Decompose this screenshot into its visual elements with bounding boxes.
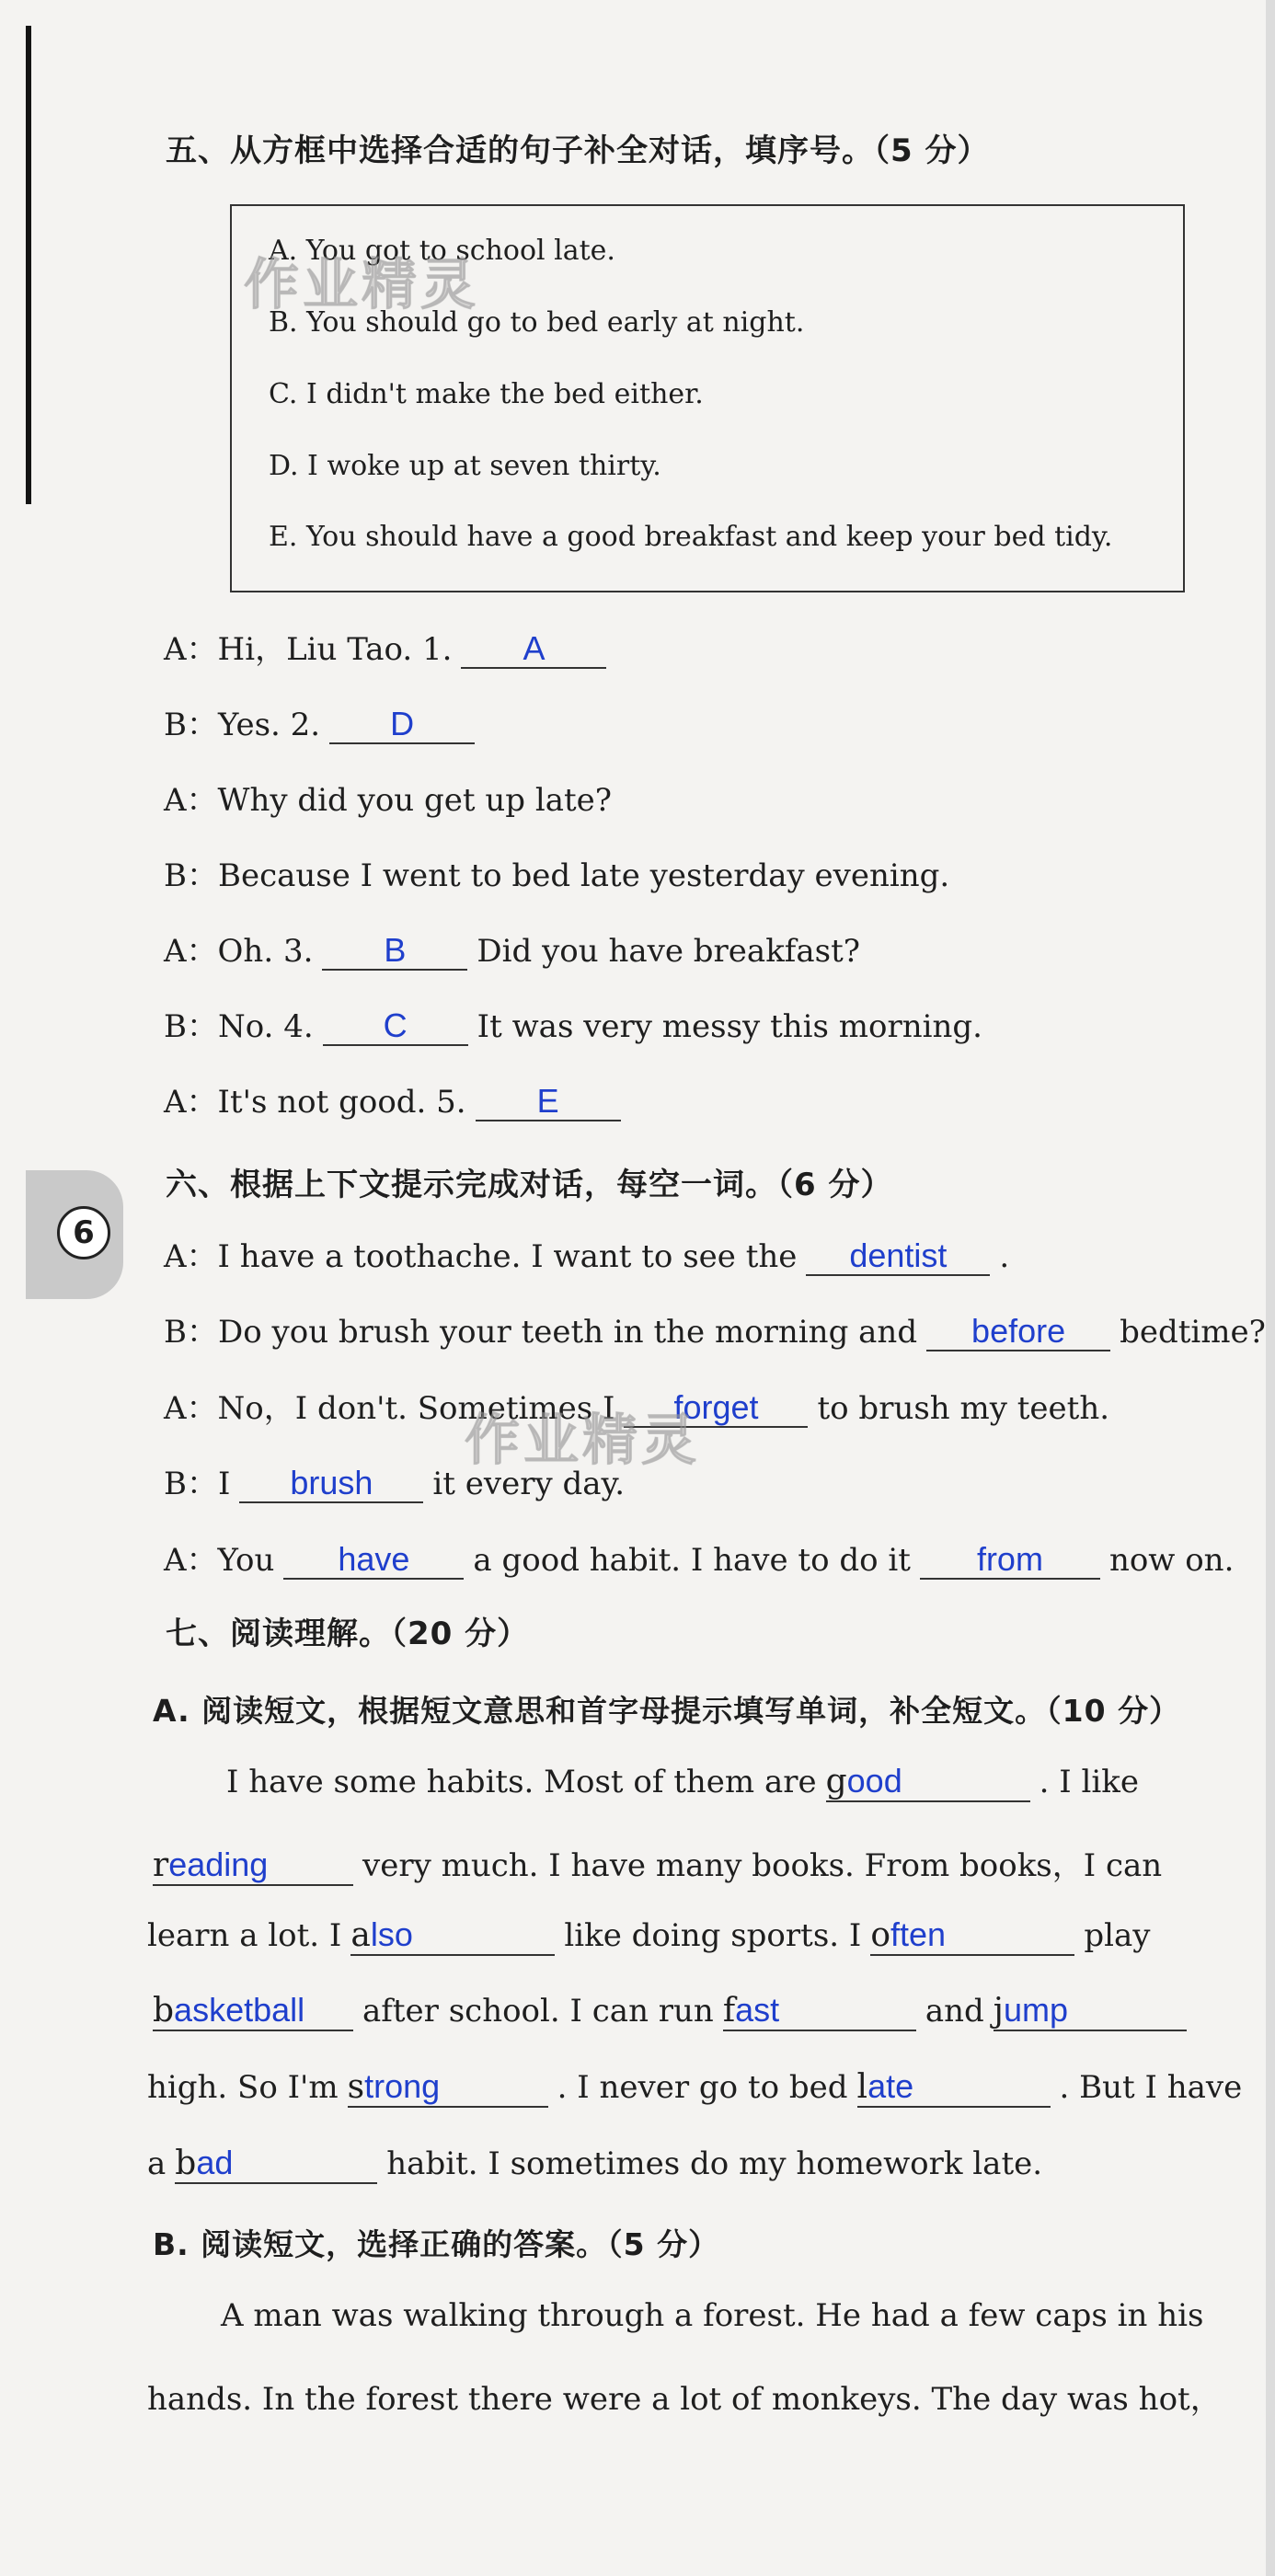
dialog5-line1: A：Hi，Liu Tao. 1. A [164, 624, 615, 669]
option-b: B. You should go to bed early at night. [269, 306, 805, 339]
section6-title: 六、根据上下文提示完成对话，每空一词。（6 分） [166, 1167, 893, 1203]
dialog5-line6: B：No. 4. C It was very messy this morning. [164, 1006, 982, 1045]
answer-blank[interactable]: late [857, 2068, 1051, 2108]
answer-blank[interactable]: fast [723, 1992, 916, 2031]
answer-blank[interactable]: good [826, 1763, 1030, 1802]
section5-title: 五、从方框中选择合适的句子补全对话，填序号。（5 分） [166, 132, 990, 169]
option-a: A. You got to school late. [269, 235, 615, 267]
watermark: 作业精灵 [465, 1409, 700, 1473]
part-b-line2: hands. In the forest there were a lot of monkeys. The day was hot， [147, 2381, 1222, 2418]
dialog5-line7: A：It's not good. 5. E [164, 1076, 630, 1121]
answer-blank[interactable]: basketball [153, 1992, 353, 2031]
answer-blank[interactable]: before [926, 1313, 1110, 1351]
answer-blank[interactable]: also [350, 1916, 555, 1956]
dialog5-line5: A：Oh. 3. B Did you have breakfast? [164, 931, 860, 970]
answer-blank[interactable]: C [323, 1007, 468, 1046]
answer-blank[interactable]: reading [153, 1846, 353, 1886]
dialog5-line2: B：Yes. 2. D [164, 699, 484, 744]
part-b-title: B. 阅读短文，选择正确的答案。（5 分） [153, 2226, 720, 2262]
part-a-row5: high. So I'm strong . I never go to bed late . But I have [147, 2067, 1243, 2106]
dialog5-line3: A：Why did you get up late? [164, 782, 612, 819]
page-shadow [1266, 0, 1275, 2576]
option-e: E. You should have a good breakfast and keep your bed tidy. [269, 521, 1113, 553]
part-b-line1: A man was walking through a forest. He had a few caps in his [221, 2297, 1204, 2334]
answer-blank[interactable]: jump [994, 1992, 1187, 2031]
answer-blank[interactable]: strong [348, 2068, 548, 2108]
answer-blank[interactable]: dentist [806, 1237, 990, 1276]
answer-blank[interactable]: have [283, 1541, 464, 1580]
part-a-row4: basketball after school. I can run fast and jump [147, 1992, 1242, 2031]
answer-blank[interactable]: from [920, 1541, 1100, 1580]
option-d: D. I woke up at seven thirty. [269, 450, 661, 482]
answer-blank[interactable]: brush [239, 1465, 423, 1503]
page-tab-number: 6 [57, 1206, 110, 1259]
part-a-row3: learn a lot. I also like doing sports. I often play [147, 1915, 1151, 1954]
answer-blank[interactable]: D [329, 706, 475, 744]
part-a-title: A. 阅读短文，根据短文意思和首字母提示填写单词，补全短文。（10 分） [153, 1693, 1181, 1729]
watermark: 作业精灵 [244, 253, 479, 317]
answer-blank[interactable]: B [322, 932, 467, 971]
section7-title: 七、阅读理解。（20 分） [166, 1616, 530, 1652]
part-a-row2: reading very much. I have many books. From books，I can [153, 1846, 1163, 1884]
dialog6-line4: B：I brush it every day. [164, 1464, 626, 1502]
part-a-row6: a bad habit. I sometimes do my homework late. [147, 2144, 1043, 2182]
answer-blank[interactable]: E [476, 1083, 621, 1121]
answer-blank[interactable]: forget [624, 1389, 808, 1428]
part-a-row1: I have some habits. Most of them are good . I like [226, 1762, 1139, 1800]
option-c: C. I didn't make the bed either. [269, 378, 704, 410]
dialog6-line5: A：You have a good habit. I have to do it from now on. [164, 1540, 1235, 1579]
answer-blank[interactable]: A [461, 630, 606, 669]
dialog6-line1: A：I have a toothache. I want to see the dentist . [164, 1236, 1010, 1275]
page-edge-bar [26, 26, 31, 504]
dialog5-line4: B：Because I went to bed late yesterday evening. [164, 857, 950, 894]
answer-blank[interactable]: often [870, 1916, 1074, 1956]
answer-blank[interactable]: bad [175, 2145, 377, 2184]
dialog6-line2: B：Do you brush your teeth in the morning and before bedtime? [164, 1312, 1266, 1351]
dialog6-line3: A：No，I don't. Sometimes I forget to brush my teeth. [164, 1388, 1110, 1427]
